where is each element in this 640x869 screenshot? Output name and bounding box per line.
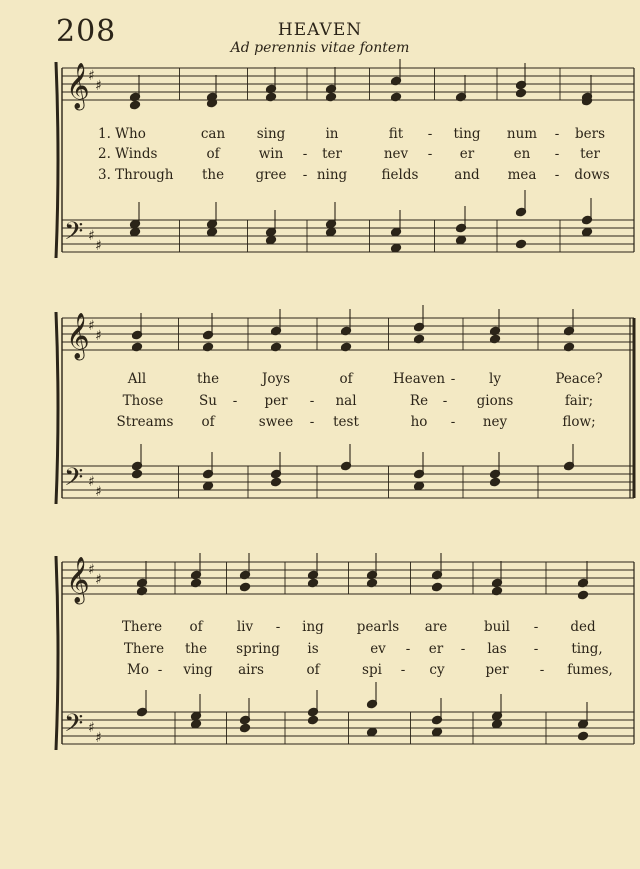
notehead bbox=[203, 481, 214, 491]
lyric-syllable: ly bbox=[489, 371, 501, 387]
lyric-syllable: spi bbox=[362, 662, 382, 678]
notehead bbox=[516, 239, 527, 249]
lyric-syllable: Peace? bbox=[555, 371, 603, 387]
notehead bbox=[391, 243, 402, 253]
lyric-syllable: ter bbox=[580, 146, 600, 162]
lyric-syllable: There bbox=[121, 619, 163, 635]
notehead bbox=[492, 719, 503, 729]
notehead bbox=[266, 235, 277, 245]
bass-clef-icon: 𝄢 bbox=[64, 709, 84, 744]
lyric-syllable: buil bbox=[484, 619, 510, 635]
notehead bbox=[130, 100, 141, 110]
lyric-syllable: per bbox=[485, 662, 509, 678]
lyric-syllable: en bbox=[513, 146, 531, 162]
lyric-syllable: ving bbox=[183, 662, 213, 678]
lyric-syllable: - bbox=[309, 393, 315, 409]
lyric-syllable: - bbox=[554, 167, 560, 183]
page-number: 208 bbox=[56, 14, 117, 49]
notehead bbox=[490, 477, 501, 487]
lyric-syllable: fields bbox=[381, 167, 419, 183]
lyric-syllable: gree bbox=[255, 167, 287, 183]
sharp-icon: ♯ bbox=[95, 730, 102, 746]
bass-clef-icon: 𝄢 bbox=[64, 463, 84, 498]
treble-clef-icon: 𝄞 bbox=[66, 63, 90, 109]
system-brace bbox=[56, 62, 58, 258]
hymn-title: HEAVEN bbox=[277, 20, 363, 40]
bass-clef-icon: 𝄢 bbox=[64, 217, 84, 252]
sharp-icon: ♯ bbox=[88, 474, 95, 490]
lyric-syllable: ho bbox=[410, 414, 428, 430]
lyric-syllable: Those bbox=[122, 393, 164, 409]
sharp-icon: ♯ bbox=[88, 720, 95, 736]
hymn-subtitle: Ad perennis vitae fontem bbox=[230, 40, 410, 56]
notehead bbox=[308, 715, 319, 725]
lyric-syllable: - bbox=[232, 393, 238, 409]
notehead bbox=[132, 469, 143, 479]
lyric-syllable: num bbox=[506, 126, 538, 142]
lyric-syllable: - bbox=[427, 126, 433, 142]
lyric-syllable: Streams bbox=[116, 414, 174, 430]
lyric-syllable: sing bbox=[256, 126, 286, 142]
lyric-syllable: - bbox=[302, 167, 308, 183]
sharp-icon: ♯ bbox=[95, 572, 102, 588]
lyric-syllable: - bbox=[539, 662, 545, 678]
lyric-syllable: nal bbox=[335, 393, 357, 409]
notehead bbox=[240, 723, 251, 733]
lyric-syllable: liv bbox=[236, 619, 254, 635]
lyric-syllable: - bbox=[275, 619, 281, 635]
notehead bbox=[578, 731, 589, 741]
notehead bbox=[271, 477, 282, 487]
lyric-syllable: - bbox=[450, 414, 456, 430]
lyric-syllable: - bbox=[309, 414, 315, 430]
lyric-syllable: Su bbox=[199, 393, 217, 409]
sharp-icon: ♯ bbox=[88, 68, 95, 84]
lyric-syllable: per bbox=[264, 393, 288, 409]
lyric-syllable: - bbox=[405, 641, 411, 657]
treble-clef-icon: 𝄞 bbox=[66, 557, 90, 603]
lyric-syllable: of bbox=[206, 146, 220, 162]
lyric-syllable: - bbox=[554, 146, 560, 162]
lyric-syllable: - bbox=[460, 641, 466, 657]
lyric-syllable: - bbox=[442, 393, 448, 409]
lyric-syllable: nev bbox=[383, 146, 409, 162]
lyric-syllable: ing bbox=[302, 619, 324, 635]
system-brace bbox=[56, 556, 58, 750]
lyric-syllable: - bbox=[302, 146, 308, 162]
lyric-syllable: ting bbox=[453, 126, 481, 142]
lyric-syllable: the bbox=[184, 641, 208, 657]
sharp-icon: ♯ bbox=[95, 238, 102, 254]
lyric-syllable: spring bbox=[236, 641, 280, 657]
lyric-syllable: ney bbox=[482, 414, 508, 430]
lyric-syllable: - bbox=[400, 662, 406, 678]
notehead bbox=[240, 582, 251, 592]
lyric-syllable: fit bbox=[388, 126, 404, 142]
notehead bbox=[207, 227, 218, 237]
lyric-syllable: the bbox=[196, 371, 220, 387]
lyric-syllable: flow; bbox=[562, 414, 596, 430]
lyric-syllable: Joys bbox=[261, 371, 291, 387]
lyric-syllable: of bbox=[306, 662, 320, 678]
lyric-syllable: Heaven bbox=[392, 371, 446, 387]
lyric-syllable: in bbox=[325, 126, 339, 142]
lyric-syllable: ter bbox=[322, 146, 342, 162]
sharp-icon: ♯ bbox=[88, 562, 95, 578]
lyric-syllable: pearls bbox=[356, 619, 400, 635]
lyric-syllable: There bbox=[123, 641, 165, 657]
notehead bbox=[414, 481, 425, 491]
notehead bbox=[191, 719, 202, 729]
lyric-syllable: 3. Through bbox=[98, 167, 174, 183]
sharp-icon: ♯ bbox=[88, 228, 95, 244]
sharp-icon: ♯ bbox=[95, 78, 102, 94]
notehead bbox=[326, 227, 337, 237]
lyric-syllable: bers bbox=[574, 126, 606, 142]
lyric-syllable: fair; bbox=[564, 393, 594, 409]
lyric-syllable: All bbox=[127, 371, 147, 387]
sharp-icon: ♯ bbox=[95, 328, 102, 344]
lyric-syllable: mea bbox=[507, 167, 537, 183]
lyric-syllable: airs bbox=[238, 662, 264, 678]
lyric-syllable: - bbox=[427, 146, 433, 162]
notehead bbox=[456, 235, 467, 245]
notehead bbox=[432, 582, 443, 592]
lyric-syllable: can bbox=[200, 126, 226, 142]
lyric-syllable: gions bbox=[476, 393, 514, 409]
lyric-syllable: ded bbox=[570, 619, 596, 635]
lyric-syllable: of bbox=[201, 414, 215, 430]
notehead bbox=[516, 88, 527, 98]
notehead bbox=[578, 590, 589, 600]
notehead bbox=[130, 227, 141, 237]
lyric-syllable: 1. Who bbox=[98, 126, 146, 142]
lyric-syllable: of bbox=[189, 619, 203, 635]
lyric-syllable: ev bbox=[370, 641, 386, 657]
lyric-syllable: fumes, bbox=[567, 662, 613, 678]
lyric-syllable: dows bbox=[574, 167, 610, 183]
lyric-syllable: swee bbox=[258, 414, 294, 430]
lyric-syllable: the bbox=[201, 167, 225, 183]
lyric-syllable: test bbox=[333, 414, 359, 430]
sharp-icon: ♯ bbox=[88, 318, 95, 334]
lyric-syllable: are bbox=[424, 619, 448, 635]
lyric-syllable: er bbox=[459, 146, 475, 162]
lyric-syllable: Mo bbox=[127, 662, 149, 678]
lyric-syllable: and bbox=[454, 167, 480, 183]
lyric-syllable: is bbox=[307, 641, 319, 657]
lyric-syllable: - bbox=[450, 371, 456, 387]
lyric-syllable: - bbox=[533, 641, 539, 657]
system-brace bbox=[56, 312, 58, 504]
lyric-syllable: ting, bbox=[571, 641, 603, 657]
lyric-syllable: 2. Winds bbox=[98, 146, 158, 162]
lyric-syllable: - bbox=[157, 662, 163, 678]
notehead bbox=[582, 227, 593, 237]
lyric-syllable: er bbox=[428, 641, 444, 657]
treble-clef-icon: 𝄞 bbox=[66, 313, 90, 359]
sharp-icon: ♯ bbox=[95, 484, 102, 500]
lyric-syllable: ning bbox=[316, 167, 348, 183]
lyric-syllable: - bbox=[533, 619, 539, 635]
notehead bbox=[367, 727, 378, 737]
lyric-syllable: Re bbox=[409, 393, 429, 409]
lyric-syllable: - bbox=[554, 126, 560, 142]
lyric-syllable: win bbox=[258, 146, 284, 162]
notehead bbox=[432, 727, 443, 737]
lyric-syllable: of bbox=[339, 371, 353, 387]
lyric-syllable: cy bbox=[429, 662, 445, 678]
lyric-syllable: las bbox=[487, 641, 507, 657]
